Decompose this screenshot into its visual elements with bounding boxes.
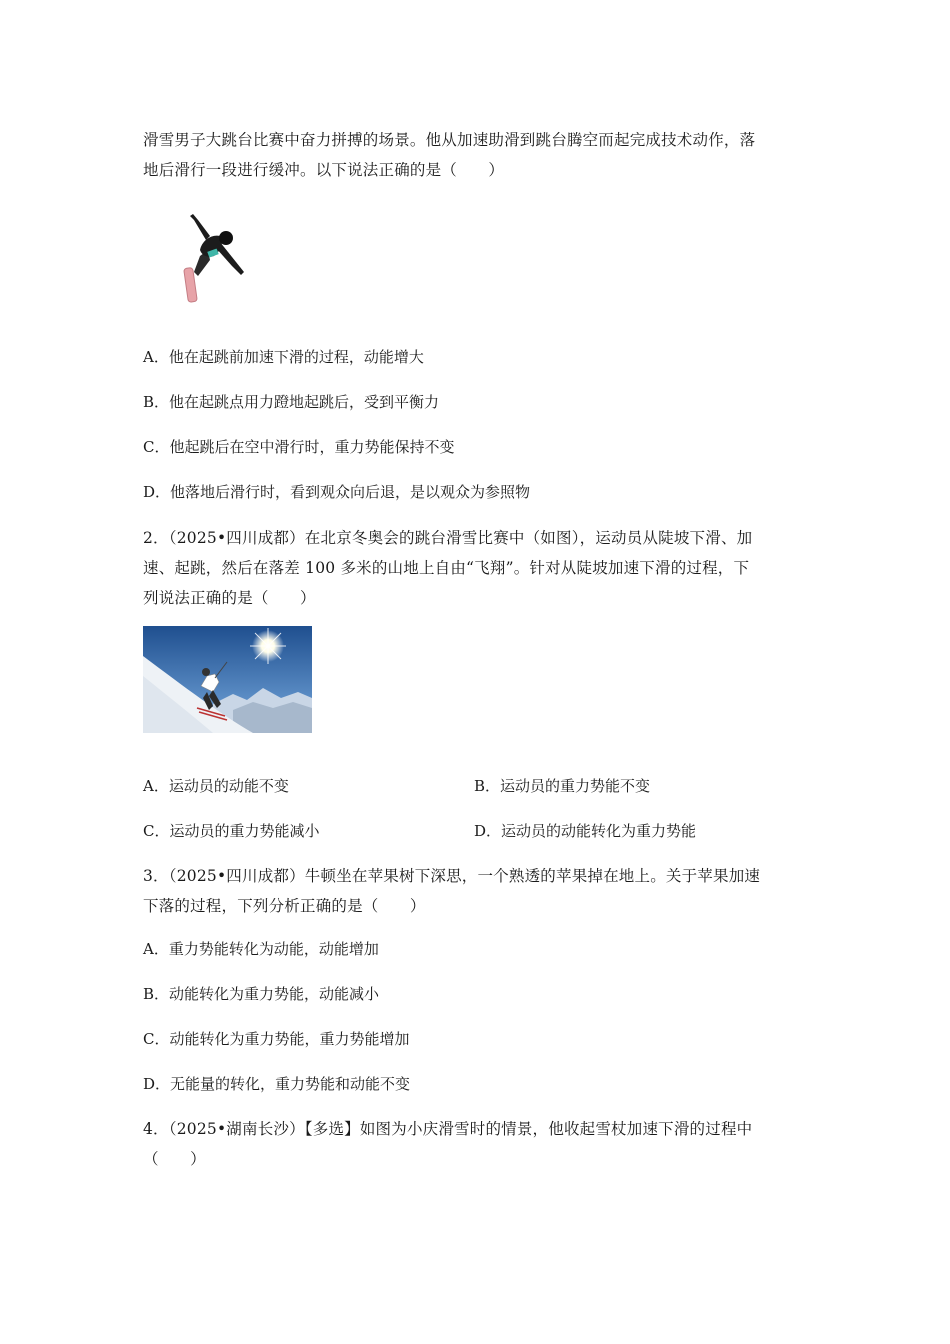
ski-jumper-photo (143, 626, 312, 733)
q2-option-d: D．运动员的动能转化为重力势能 (474, 822, 697, 840)
q4-stem-line-1: 4．（2025•湖南长沙）【多选】如图为小庆滑雪时的情景，他收起雪杖加速下滑的过程中 (143, 1120, 753, 1138)
q1-option-c: C．他起跳后在空中滑行时，重力势能保持不变 (143, 438, 455, 456)
q2-stem-line-1: 2．（2025•四川成都）在北京冬奥会的跳台滑雪比赛中（如图），运动员从陡坡下滑、加 (143, 529, 753, 547)
q2-option-a: A．运动员的动能不变 (143, 777, 289, 795)
q1-option-d: D．他落地后滑行时，看到观众向后退，是以观众为参照物 (143, 483, 531, 501)
q3-option-c: C．动能转化为重力势能，重力势能增加 (143, 1030, 410, 1048)
q1-stem-line-2: 地后滑行一段进行缓冲。以下说法正确的是（ ） (143, 161, 505, 179)
q2-option-c: C．运动员的重力势能减小 (143, 822, 320, 840)
q3-option-d: D．无能量的转化，重力势能和动能不变 (143, 1075, 411, 1093)
q1-stem-line-1: 滑雪男子大跳台比赛中奋力拼搏的场景。他从加速助滑到跳台腾空而起完成技术动作，落 (143, 131, 756, 149)
snowboarder-figure (180, 210, 252, 308)
q3-stem-line-1: 3．（2025•四川成都）牛顿坐在苹果树下深思，一个熟透的苹果掉在地上。关于苹果加速 (143, 867, 761, 885)
q2-stem-line-3: 列说法正确的是（ ） (143, 589, 316, 607)
q1-option-b: B．他在起跳点用力蹬地起跳后，受到平衡力 (143, 393, 440, 411)
q4-stem-line-2: （ ） (143, 1150, 206, 1168)
q3-stem-line-2: 下落的过程，下列分析正确的是（ ） (143, 897, 426, 915)
q2-option-b: B．运动员的重力势能不变 (474, 777, 651, 795)
q2-stem-line-2: 速、起跳，然后在落差 100 多米的山地上自由“飞翔”。针对从陡坡加速下滑的过程，下 (143, 559, 750, 577)
q3-option-b: B．动能转化为重力势能，动能减小 (143, 985, 380, 1003)
q3-option-a: A．重力势能转化为动能，动能增加 (143, 940, 379, 958)
q1-option-a: A．他在起跳前加速下滑的过程，动能增大 (143, 348, 424, 366)
